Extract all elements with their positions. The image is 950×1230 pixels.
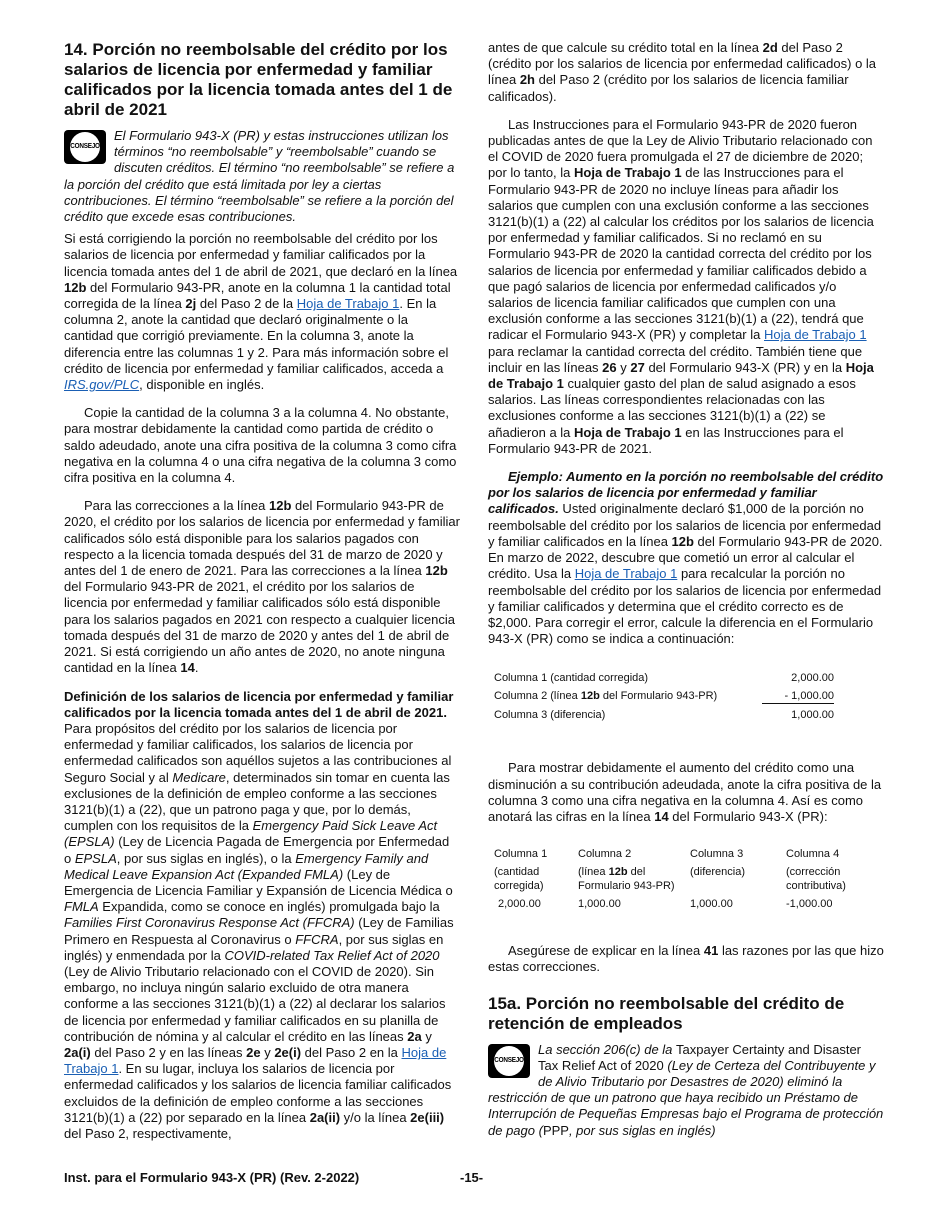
table-row: Columna 1 (cantidad corregida) 2,000.00 [494, 672, 834, 685]
column-description: (cantidad corregida) [494, 866, 544, 893]
tip-box [64, 128, 460, 225]
difference-table [494, 669, 834, 724]
paragraph: Copie la cantidad de la columna 3 a la columna 4. No obstante, para mostrar debidamente la cantidad como partida de crédito o saldo adeudado, anote una cifra positiva de la columna 3 como cifra negativa en la columna 4 o una cifra negativa de la columna 3 como cifra positiva en la columna 4. [64, 405, 457, 486]
worksheet-1-link[interactable]: Hoja de Trabajo 1 [64, 1044, 447, 1077]
paragraph: Las Instrucciones para el Formulario 943-PR de 2020 fueron publicadas antes de que la Ley de Alivio Tributario relacionado con el COVID de 2020 fuera promulgada el 27 de diciembre de 2020; por lo tanto, la Hoja de Trabajo 1 de las Instrucciones para el Formulario 943-PR de 2020 no incluye líneas para añadir los salarios que cumplen con una exclusión conforme a las secciones 3121(b)(1) a (22) al calcular los créditos por los salarios de licencia por enfermedad y familiar calificados. Si no reclamó en su Formulario 943-PR de 2020 la cantidad correcta del crédito por los salarios de licencia por enfermedad y familiar calificados debido a que pagó salarios de licencia por enfermedad calificados y/o salarios de licencia familiar calificados que cumplen con una exclusión conforme a las secciones 3121(b)(1) a (22), tendrá que radicar el Formulario 943-X (PR) y completar la Hoja de Trabajo 1 para reclamar la cantidad correcta del crédito. También tiene que incluir en las líneas 26 y 27 del Formulario 943-X (PR) y en la Hoja de Trabajo 1 cualquier gasto del plan de salud asignado a esos salarios. Las líneas correspondientes relacionadas con las exclusiones conforme a las secciones 3121(b)(1) a (22) se añadieron a la Hoja de Trabajo 1 en las Instrucciones para el Formulario 943-PR de 2021. [488, 116, 874, 456]
column-header: Columna 2 [578, 848, 632, 861]
column-header: Columna 3 [690, 848, 744, 861]
column-header: Columna 1 [494, 848, 548, 861]
cell-value: 2,000.00 [498, 898, 541, 911]
cell-value: 1,000.00 [690, 898, 733, 911]
paragraph: Para las correcciones a la línea 12b del Formulario 943-PR de 2020, el crédito por los salarios de licencia por enfermedad y familiar calificados sólo está disponible para los salarios pagados con respecto a la licencia tomada después del 31 de marzo de 2020 y antes del 1 de enero de 2021. Para las correcciones a la línea 12b del Formulario 943-PR de 2021, el crédito por los salarios de licencia por enfermedad y familiar calificados sólo está disponible para los salarios pagados en 2021 con respecto a cualquier licencia tomada después del 31 de marzo de 2020 y antes del 1 de abril de 2021. Si está corrigiendo un año antes de 2020, no anote ninguna cantidad en la línea 14. [64, 498, 460, 676]
table-row: Columna 2 (línea 12b del Formulario 943-PR) - 1,000.00 [494, 690, 834, 703]
paragraph: Si está corrigiendo la porción no reembolsable del crédito por los salarios de licencia por enfermedad y familiar calificados por la licencia tomada antes del 1 de abril de 2021, que declaró en la línea 12b del Formulario 943-PR, anote en la columna 1 la cantidad total corregida de la línea 2j del Paso 2 de la Hoja de Trabajo 1. En la columna 2, anote la cantidad que declaró originalmente o la cantidad que corrigió previamente. En la columna 3, anote la diferencia entre las columnas 1 y 2. Para más información sobre el crédito de licencia por enfermedad y familiar calificados, acceda a IRS.gov/PLC, disponible en inglés. [64, 231, 458, 393]
paragraph: Definición de los salarios de licencia por enfermedad y familiar calificados por la licencia tomada antes del 1 de abril de 2021. Para propósitos del crédito por los salarios de licencia por enfermedad y familiar calificados, los salarios de licencia por enfermedad calificados son aquéllos sujetos a las contribuciones al Seguro Social y al Medicare, determinados sin tomar en cuenta las exclusiones de la definición de empleo conforme a las secciones 3121(b)(1) a (22), que un patrono paga y que, por lo demás, cumplen con los requisitos de la Emergency Paid Sick Leave Act (EPSLA) (Ley de Licencia Pagada de Emergencia por Enfermedad o EPSLA, por sus siglas en inglés), o la Emergency Family and Medical Leave Expansion Act (Expanded FMLA) (Ley de Emergencia de Licencia Familiar y Expansión de Licencia Médica o FMLA Expandida, como se conoce en inglés) promulgada bajo la Families First Coronavirus Response Act (FFCRA) (Ley de Familias Primero en Respuesta al Coronavirus o FFCRA, por sus siglas en inglés) y enmendada por la COVID-related Tax Relief Act of 2020 (Ley de Alivio Tributario relacionado con el COVID de 2020). Sin embargo, no incluya ningún salario excluido de otra manera conforme a las secciones 3121(b)(1) a (22) al declarar los salarios de licencia por enfermedad y familiar calificados en su planilla de contribución de nómina y al calcular el crédito en las líneas 2a y 2a(i) del Paso 2 y en las líneas 2e y 2e(i) del Paso 2 en la Hoja de Trabajo 1. En su lugar, incluya los salarios de licencia por enfermedad calificados y los salarios de licencia familiar calificados excluidos de la definición de empleo conforme a las secciones 3121(b)(1) a (22) por separado en la línea 2a(ii) y/o la línea 2e(iii) del Paso 2, respectivamente, [64, 688, 454, 1141]
left-column [64, 40, 460, 1142]
paragraph-heading: Definición de los salarios de licencia por enfermedad y familiar calificados por la licencia tomada antes del 1 de abril de 2021. [64, 688, 454, 720]
worksheet-1-link[interactable]: Hoja de Trabajo 1 [574, 566, 678, 582]
column-description: (diferencia) [690, 866, 746, 879]
tip-icon [488, 1044, 530, 1078]
example-heading: Ejemplo: Aumento en la porción no reembolsable del crédito por los salarios de licencia por enfermedad y familiar calificados. [488, 469, 884, 517]
footer-form-name: Inst. para el Formulario 943-X (PR) (Rev. 2-2022) [64, 1170, 360, 1185]
section-14-title: 14. Porción no reembolsable del crédito por los salarios de licencia por enfermedad y familiar calificados por la licencia tomada antes del 1 de abril de 2021 [64, 40, 453, 119]
column-description: (línea 12b del Formulario 943-PR) [578, 866, 675, 893]
tip-badge-label: CONSEJO [494, 1054, 524, 1064]
tip-text: El Formulario 943-X (PR) y estas instrucciones utilizan los términos “no reembolsable” y “reembolsable” cuando se discuten créditos. El término “no reembolsable” se refiere a la porción del crédito que está limitada por ley a ciertas contribuciones. El término “reembolsable” se refiere a la porción del crédito que excede esas contribuciones. [64, 128, 455, 225]
tip-box [488, 1042, 884, 1139]
page-number: -15- [460, 1170, 484, 1185]
line-14-table [494, 847, 884, 911]
section-15a-title: 15a. Porción no reembolsable del crédito de retención de empleados [488, 993, 845, 1033]
irs-plc-link[interactable]: IRS.gov/PLC [64, 377, 140, 393]
tip-text: La sección 206(c) de la Taxpayer Certainty and Disaster Tax Relief Act of 2020 (Ley de Certeza del Contribuyente y de Alivio Tributario por Desastres de 2020) eliminó la restricción de que un patrono que haya recibido un Préstamo de Interrupción de Pequeñas Empresas bajo el Programa de protección de pago (PPP, por sus siglas en inglés) [488, 1041, 884, 1138]
tip-icon [64, 130, 106, 164]
tip-badge-label: CONSEJO [70, 141, 100, 150]
column-description: (corrección contributiva) [786, 866, 846, 893]
worksheet-1-link[interactable]: Hoja de Trabajo 1 [763, 327, 867, 343]
cell-value: -1,000.00 [786, 898, 833, 911]
paragraph: Para mostrar debidamente el aumento del crédito como una disminución a su contribución adeudada, anote la cifra positiva de la columna 3 como una cifra negativa en la columna 4. Así es como anotará las cifras en la línea 14 del Formulario 943-X (PR): [488, 760, 882, 824]
worksheet-1-link[interactable]: Hoja de Trabajo 1 [296, 296, 400, 312]
right-column [488, 40, 884, 1139]
paragraph: Asegúrese de explicar en la línea 41 las razones por las que hizo estas correcciones. [488, 943, 884, 975]
table-row: Columna 3 (diferencia) 1,000.00 [494, 709, 834, 722]
cell-value: 1,000.00 [578, 898, 621, 911]
paragraph: antes de que calcule su crédito total en la línea 2d del Paso 2 (crédito por los salarios de licencia por enfermedad calificados) o la línea 2h del Paso 2 (crédito por los salarios de licencia familiar calificados). [488, 40, 877, 104]
example-paragraph: Ejemplo: Aumento en la porción no reembolsable del crédito por los salarios de licencia por enfermedad y familiar calificados. Usted originalmente declaró $1,000 de la porción no reembolsable del crédito por los salarios de licencia por enfermedad y familiar calificados en la línea 12b del Formulario 943-PR de 2020. En marzo de 2022, descubre que cometió un error al calcular el crédito. Usa la Hoja de Trabajo 1 para recalcular la porción no reembolsable del crédito por los salarios de licencia por enfermedad y familiar calificados y determina que el crédito correcto es de $2,000. Para corregir el error, calcule la diferencia en el Formulario 943-X (PR) como se indica a continuación: [488, 469, 884, 647]
column-header: Columna 4 [786, 848, 840, 861]
